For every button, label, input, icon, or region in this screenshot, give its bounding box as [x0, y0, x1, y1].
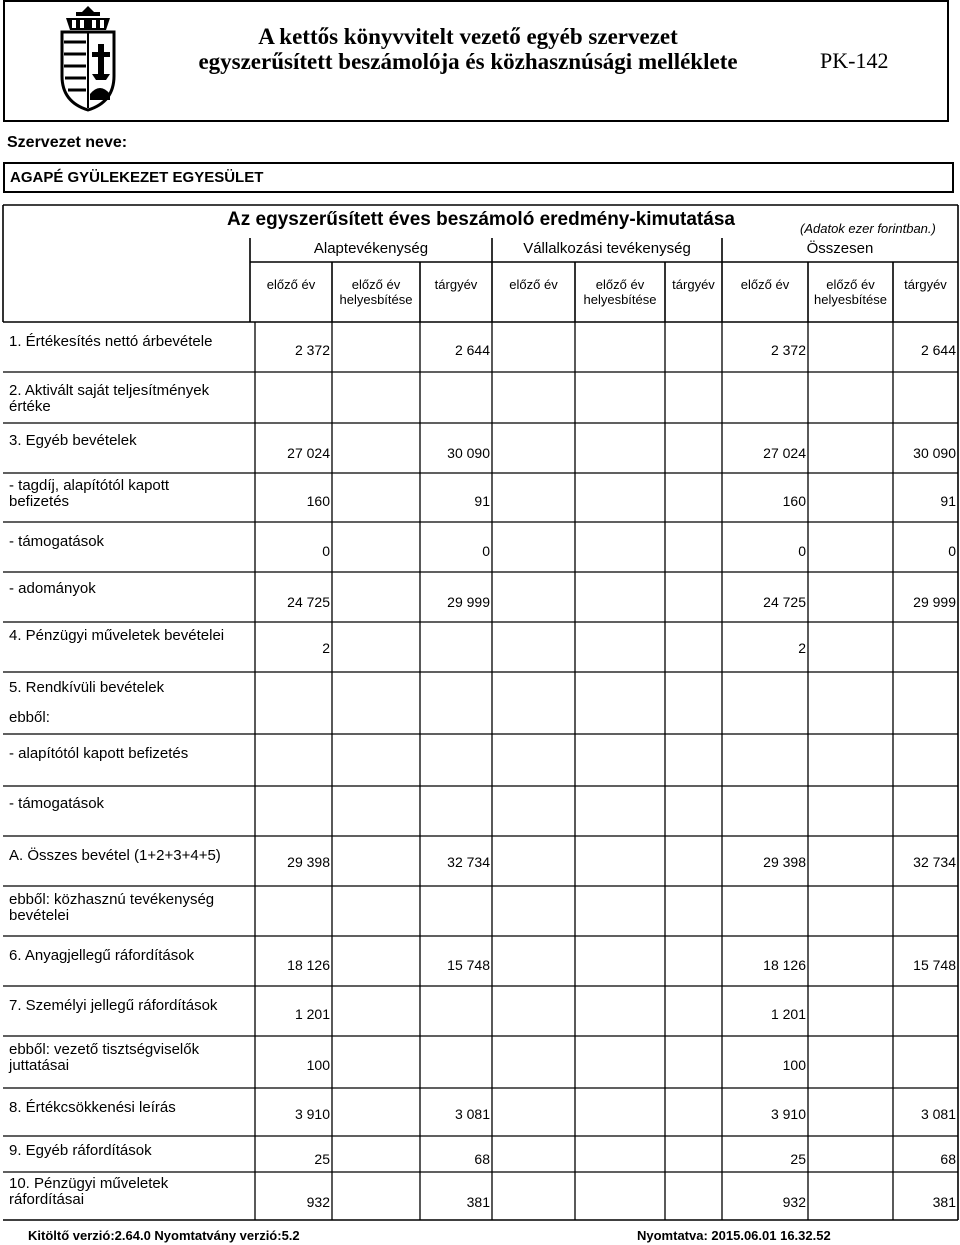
cell-ossz-prev: 1 201: [770, 1006, 806, 1022]
cell-ossz-prev: 25: [790, 1151, 806, 1167]
column-header: tárgyév: [434, 277, 478, 292]
column-header: tárgyév: [672, 277, 715, 292]
cell-alap-prev: 100: [306, 1057, 330, 1073]
cell-ossz-cur: 32 734: [913, 854, 956, 870]
organization-label: Szervezet neve:: [7, 134, 128, 151]
cell-alap-cur: 32 734: [447, 854, 490, 870]
row-label: 3. Egyéb bevételek: [9, 432, 137, 449]
row-label: 1. Értékesítés nettó árbevétele: [9, 333, 213, 350]
group-header-osszesen: Összesen: [806, 240, 874, 257]
row-label: 4. Pénzügyi műveletek bevételei: [9, 627, 225, 644]
print-timestamp: Nyomtatva: 2015.06.01 16.32.52: [637, 1228, 831, 1243]
cell-alap-prev: 0: [322, 543, 330, 559]
cell-ossz-cur: 15 748: [913, 957, 956, 973]
organization-name: AGAPÉ GYÜLEKEZET EGYESÜLET: [10, 169, 264, 186]
cell-alap-prev: 24 725: [287, 594, 330, 610]
cell-ossz-prev: 100: [782, 1057, 806, 1073]
cell-ossz-prev: 932: [782, 1194, 806, 1210]
cell-ossz-cur: 2 644: [920, 342, 956, 358]
cell-alap-cur: 2 644: [454, 342, 490, 358]
cell-alap-prev: 18 126: [287, 957, 330, 973]
row-label: A. Összes bevétel (1+2+3+4+5): [9, 847, 221, 864]
cell-ossz-cur: 91: [940, 493, 956, 509]
statement-title: Az egyszerűsített éves beszámoló eredmény-kimutatása: [227, 209, 735, 230]
cell-ossz-prev: 24 725: [763, 594, 806, 610]
cell-alap-prev: 1 201: [294, 1006, 330, 1022]
cell-ossz-cur: 30 090: [913, 445, 956, 461]
cell-ossz-prev: 29 398: [763, 854, 806, 870]
cell-ossz-prev: 160: [782, 493, 806, 509]
cell-alap-cur: 68: [474, 1151, 490, 1167]
cell-ossz-prev: 3 910: [770, 1106, 806, 1122]
column-header: előző év helyesbítése: [814, 277, 887, 307]
column-header: előző év: [509, 277, 558, 292]
cell-ossz-prev: 0: [798, 543, 806, 559]
cell-ossz-prev: 2: [798, 640, 806, 656]
unit-note: (Adatok ezer forintban.): [800, 221, 936, 236]
cell-alap-cur: 91: [474, 493, 490, 509]
cell-ossz-cur: 3 081: [920, 1106, 956, 1122]
hungarian-coat-of-arms-icon: [56, 4, 120, 112]
row-label: ebből:: [9, 709, 50, 726]
title-line-1: A kettős könyvvitelt vezető egyéb szervezet: [258, 24, 678, 49]
group-header-vallalkozasi: Vállalkozási tevékenység: [523, 240, 691, 257]
form-code: PK-142: [820, 48, 889, 73]
cell-alap-prev: 932: [306, 1194, 330, 1210]
cell-alap-prev: 2: [322, 640, 330, 656]
row-label: - támogatások: [9, 533, 105, 550]
row-label: ebből: vezető tisztségviselők juttatásai: [9, 1041, 200, 1074]
row-label: 9. Egyéb ráfordítások: [9, 1142, 152, 1159]
group-header-alaptevekenyseg: Alaptevékenység: [313, 240, 429, 257]
cell-alap-cur: 29 999: [447, 594, 490, 610]
column-header: előző év: [266, 277, 316, 292]
row-label: 2. Aktivált saját teljesítmények értéke: [9, 382, 210, 415]
document-title: [148, 24, 788, 74]
cell-alap-prev: 2 372: [294, 342, 330, 358]
cell-ossz-cur: 29 999: [913, 594, 956, 610]
row-label: - alapítótól kapott befizetés: [9, 745, 189, 762]
row-label: - tagdíj, alapítótól kapott befizetés: [9, 477, 170, 510]
column-header: tárgyév: [904, 277, 947, 292]
column-header: előző év helyesbítése: [583, 277, 657, 307]
column-header: előző év: [740, 277, 790, 292]
row-label: 5. Rendkívüli bevételek: [9, 679, 165, 696]
cell-ossz-prev: 18 126: [763, 957, 806, 973]
column-header: előző év helyesbítése: [339, 277, 413, 307]
cell-alap-cur: 0: [482, 543, 490, 559]
cell-alap-prev: 160: [306, 493, 330, 509]
cell-ossz-cur: 381: [932, 1194, 956, 1210]
cell-alap-cur: 30 090: [447, 445, 490, 461]
row-label: ebből: közhasznú tevékenység bevételei: [9, 891, 215, 924]
software-version: Kitöltő verzió:2.64.0 Nyomtatvány verzió:5.2: [28, 1228, 300, 1243]
row-label: 6. Anyagjellegű ráfordítások: [9, 947, 195, 964]
cell-ossz-prev: 2 372: [770, 342, 806, 358]
row-label: - adományok: [9, 580, 96, 597]
row-label: 7. Személyi jellegű ráfordítások: [9, 997, 218, 1014]
cell-ossz-cur: 68: [940, 1151, 956, 1167]
title-line-2: egyszerűsített beszámolója és közhasznúsági melléklete: [198, 49, 738, 74]
cell-alap-prev: 25: [314, 1151, 330, 1167]
cell-alap-prev: 3 910: [294, 1106, 330, 1122]
cell-alap-cur: 381: [466, 1194, 490, 1210]
row-label: 8. Értékcsökkenési leírás: [9, 1099, 176, 1116]
cell-alap-prev: 29 398: [287, 854, 330, 870]
cell-ossz-cur: 0: [948, 543, 956, 559]
row-label: 10. Pénzügyi műveletek ráfordításai: [9, 1175, 169, 1208]
cell-alap-prev: 27 024: [287, 445, 330, 461]
cell-alap-cur: 15 748: [447, 957, 490, 973]
row-label: - támogatások: [9, 795, 105, 812]
cell-alap-cur: 3 081: [454, 1106, 490, 1122]
cell-ossz-prev: 27 024: [763, 445, 806, 461]
